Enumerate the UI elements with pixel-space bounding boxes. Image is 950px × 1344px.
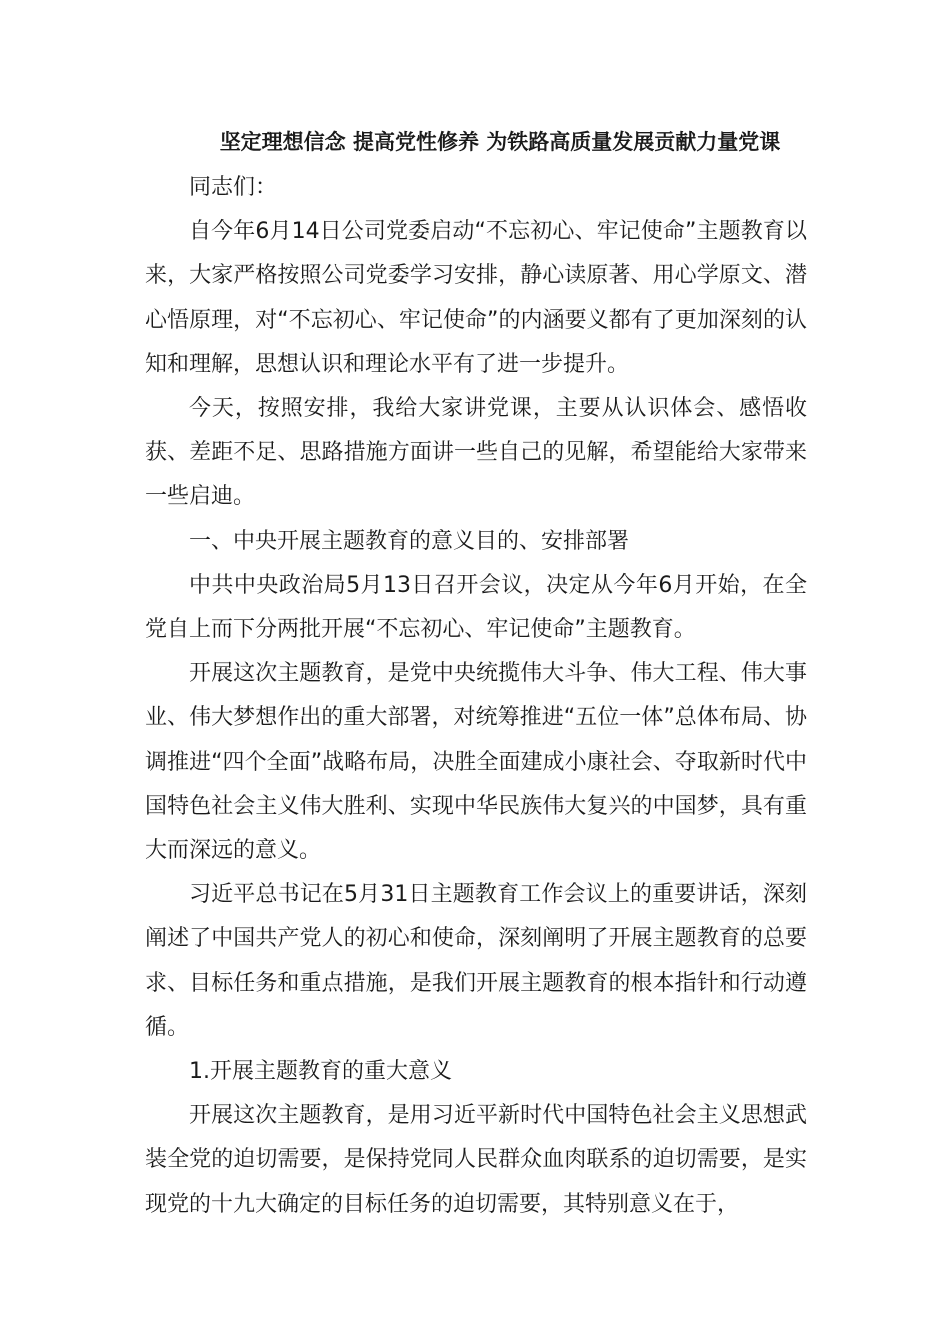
document-body xyxy=(145,166,807,1227)
paragraph: 中共中央政治局5月13日召开会议，决定从今年6月开始，在全党自上而下分两批开展“不忘初心、牢记使命”主题教育。 xyxy=(145,572,807,643)
document-title: 坚定理想信念 提高党性修养 为铁路高质量发展贡献力量党课 xyxy=(219,130,781,154)
section-heading: 一、中央开展主题教育的意义目的、安排部署 xyxy=(189,528,630,554)
paragraph: 习近平总书记在5月31日主题教育工作会议上的重要讲话，深刻阐述了中国共产党人的初心和使命，深刻阐明了开展主题教育的总要求、目标任务和重点措施，是我们开展主题教育的根本指针和行动遵循。 xyxy=(145,882,807,1040)
paragraph: 开展这次主题教育，是党中央统揽伟大斗争、伟大工程、伟大事业、伟大梦想作出的重大部署，对统筹推进“五位一体”总体布局、协调推进“四个全面”战略布局，决胜全面建成小康社会、夺取新时代中国特色社会主义伟大胜利、实现中华民族伟大复兴的中国梦，具有重大而深远的意义。 xyxy=(145,661,807,864)
paragraph: 今天，按照安排，我给大家讲党课，主要从认识体会、感悟收获、差距不足、思路措施方面讲一些自己的见解，希望能给大家带来一些启迪。 xyxy=(145,396,807,510)
paragraph: 开展这次主题教育，是用习近平新时代中国特色社会主义思想武装全党的迫切需要，是保持党同人民群众血肉联系的迫切需要，是实现党的十九大确定的目标任务的迫切需要，其特别意义在于， xyxy=(145,1103,807,1217)
paragraph: 自今年6月14日公司党委启动“不忘初心、牢记使命”主题教育以来，大家严格按照公司党委学习安排，静心读原著、用心学原文、潜心悟原理，对“不忘初心、牢记使命”的内涵要义都有了更加深刻的认知和理解，思想认识和理论水平有了进一步提升。 xyxy=(145,219,807,377)
greeting: 同志们： xyxy=(189,175,278,200)
subsection-heading: 1.开展主题教育的重大意义 xyxy=(189,1059,452,1085)
